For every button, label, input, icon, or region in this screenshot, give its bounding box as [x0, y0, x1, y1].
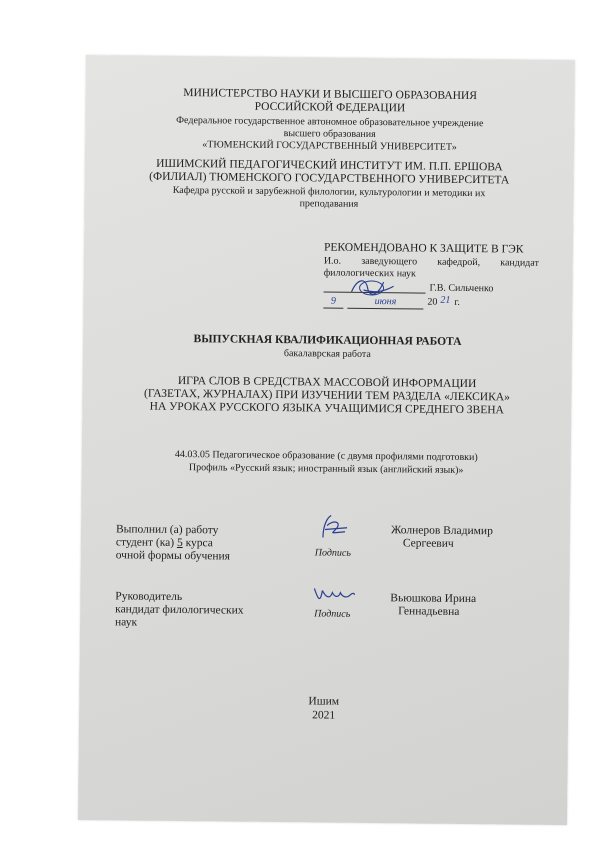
- ministry-line-2: РОССИЙСКОЙ ФЕДЕРАЦИИ: [254, 100, 406, 115]
- author-line-2-suffix: курса: [185, 537, 213, 550]
- department-line-1: Кафедра русской и зарубежной филологии, культурологии и методики их: [172, 184, 486, 200]
- work-title-line-2: (ГАЗЕТАХ, ЖУРНАЛАХ) ПРИ ИЗУЧЕНИИ ТЕМ РАЗДЕЛА «ЛЕКСИКА»: [143, 387, 510, 404]
- institute-line-1: ИШИМСКИЙ ПЕДАГОГИЧЕСКИЙ ИНСТИТУТ ИМ. П.П. ЕРШОВА: [156, 157, 503, 174]
- date-year-prefix: 20: [427, 296, 438, 308]
- work-type: ВЫПУСКНАЯ КВАЛИФИКАЦИОННАЯ РАБОТА: [193, 333, 462, 348]
- date-day: 9: [323, 296, 343, 309]
- date-end: г.: [454, 296, 460, 308]
- institution-line-2: высшего образования: [283, 128, 376, 141]
- department-line-2: преподавания: [299, 198, 359, 210]
- author-line-1: Выполнил (а) работу: [115, 523, 219, 537]
- supervisor-line-3: наук: [114, 616, 138, 629]
- specialty-line-2: Профиль «Русский язык; иностранный язык (английский язык)»: [188, 462, 464, 476]
- date-year-suffix: 21: [440, 294, 451, 306]
- institute-line-2: (ФИЛИАЛ) ТЮМЕНСКОГО ГОСУДАРСТВЕННОГО УНИВЕРСИТЕТА: [149, 170, 510, 187]
- supervisor-signature-scribble: [310, 582, 356, 606]
- work-title-line-3: НА УРОКАХ РУССКОГО ЯЗЫКА УЧАЩИМИСЯ СРЕДНЕГО ЗВЕНА: [149, 400, 504, 417]
- supervisor-name-line-1: Вьюшкова Ирина: [390, 592, 477, 606]
- head-signer-name: Г.В. Сильченко: [429, 282, 494, 295]
- footer-city: Ишим: [308, 695, 340, 708]
- specialty-line-1: 44.03.05 Педагогическое образование (с двумя профилями подготовки): [174, 448, 478, 464]
- author-signature-label: Подпись: [314, 547, 351, 559]
- recommendation-title: РЕКОМЕНДОВАНО К ЗАЩИТЕ В ГЭК: [323, 241, 524, 256]
- author-line-2-prefix: студент (ка): [115, 536, 175, 549]
- institution-line-1: Федеральное государственное автономное образовательное учреждение: [176, 114, 484, 130]
- author-course-number: 5: [176, 536, 183, 550]
- author-name-line-1: Жолнеров Владимир: [390, 524, 493, 538]
- date-month: июня: [347, 296, 423, 310]
- work-level: бакалаврская работа: [283, 348, 371, 360]
- supervisor-line-2: кандидат филологических: [115, 603, 244, 617]
- recommendation-line-1: И.о. заведующего кафедрой, кандидат: [323, 255, 539, 269]
- footer-year: 2021: [312, 709, 336, 722]
- supervisor-signature-label: Подпись: [314, 608, 351, 620]
- recommendation-date: [323, 296, 538, 312]
- supervisor-line-1: Руководитель: [115, 590, 183, 604]
- ministry-line-1: МИНИСТЕРСТВО НАУКИ И ВЫСШЕГО ОБРАЗОВАНИЯ: [183, 87, 477, 103]
- author-line-3: очной формы обучения: [115, 549, 231, 563]
- university-name: «ТЮМЕНСКИЙ ГОСУДАРСТВЕННЫЙ УНИВЕРСИТЕТ»: [202, 139, 457, 153]
- work-title-line-1: ИГРА СЛОВ В СРЕДСТВАХ МАССОВОЙ ИНФОРМАЦИИ: [177, 374, 477, 391]
- author-name-line-2: Сергеевич: [402, 537, 454, 550]
- author-signature-scribble: [317, 511, 351, 543]
- supervisor-name-line-2: Геннадьевна: [398, 605, 460, 618]
- recommendation-line-2: филологических наук: [323, 267, 416, 280]
- document-sheet: [78, 55, 575, 825]
